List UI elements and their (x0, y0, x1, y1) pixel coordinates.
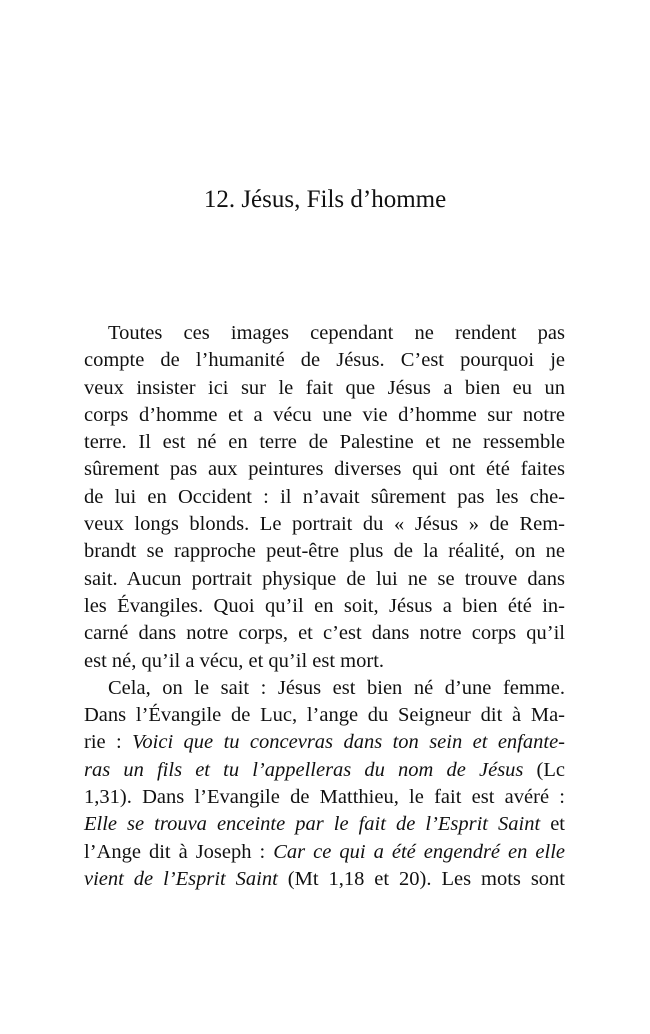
text-segment: sûrement pas aux peintures diverses qui ont été faites (84, 458, 565, 481)
text-line (84, 675, 565, 702)
text-segment: 1,31). Dans l’Evangile de Matthieu, le fait est avéré : (84, 786, 565, 809)
text-line (84, 648, 565, 675)
text-line (84, 593, 565, 620)
text-segment: veux insister ici sur le fait que Jésus a bien eu un (84, 376, 565, 399)
text-line (84, 511, 565, 538)
text-segment: carné dans notre corps, et c’est dans notre corps qu’il (84, 622, 565, 645)
text-line (84, 784, 565, 811)
italic-quote-segment: vient de l’Esprit Saint (84, 867, 278, 890)
text-line (84, 538, 565, 565)
text-segment: de lui en Occident : il n’avait sûrement pas les che- (84, 485, 565, 508)
text-line (84, 375, 565, 402)
text-segment: l’Ange dit à Joseph : (84, 840, 274, 863)
text-segment: terre. Il est né en terre de Palestine et ne ressemble (84, 431, 565, 454)
text-line (84, 347, 565, 374)
italic-quote-segment: Voici que tu concevras dans ton sein et enfante- (132, 731, 565, 754)
text-segment: veux longs blonds. Le portrait du « Jésus » de Rem- (84, 513, 565, 536)
text-segment: Cela, on le sait : Jésus est bien né d’une femme. (108, 676, 565, 699)
text-line (84, 729, 565, 756)
body-text (84, 320, 565, 893)
italic-quote-segment: ras un fils et tu l’appelleras du nom de Jésus (84, 758, 524, 781)
text-line (84, 484, 565, 511)
text-line (84, 429, 565, 456)
text-segment: corps d’homme et a vécu une vie d’homme sur notre (84, 403, 565, 426)
text-line (84, 620, 565, 647)
text-segment: rie : (84, 731, 133, 754)
text-segment: brandt se rapproche peut-être plus de la réalité, on ne (84, 540, 565, 563)
chapter-title: 12. Jésus, Fils d’homme (203, 186, 447, 213)
text-line (84, 866, 565, 893)
text-segment: et (540, 813, 565, 836)
text-line (84, 839, 565, 866)
text-line (84, 402, 565, 429)
italic-quote-segment: Car ce qui a été engendré en elle (273, 840, 566, 863)
text-line (84, 566, 565, 593)
text-line (84, 320, 565, 347)
text-segment: compte de l’humanité de Jésus. C’est pourquoi je (84, 349, 565, 372)
text-line (84, 811, 565, 838)
text-segment: Toutes ces images cependant ne rendent pas (108, 322, 565, 344)
italic-quote-segment: Elle se trouva enceinte par le fait de l’Esprit Saint (84, 813, 541, 836)
text-segment: Dans l’Évangile de Luc, l’ange du Seigneur dit à Ma- (84, 704, 565, 727)
text-segment: (Mt 1,18 et 20). Les mots sont (277, 867, 565, 890)
text-segment: sait. Aucun portrait physique de lui ne se trouve dans (84, 567, 565, 590)
text-segment: les Évangiles. Quoi qu’il en soit, Jésus a bien été in- (84, 594, 565, 617)
text-line (84, 702, 565, 729)
text-segment: est né, qu’il a vécu, et qu’il est mort. (84, 649, 385, 672)
text-line (84, 757, 565, 784)
text-line (84, 456, 565, 483)
text-segment: (Lc (523, 758, 565, 781)
